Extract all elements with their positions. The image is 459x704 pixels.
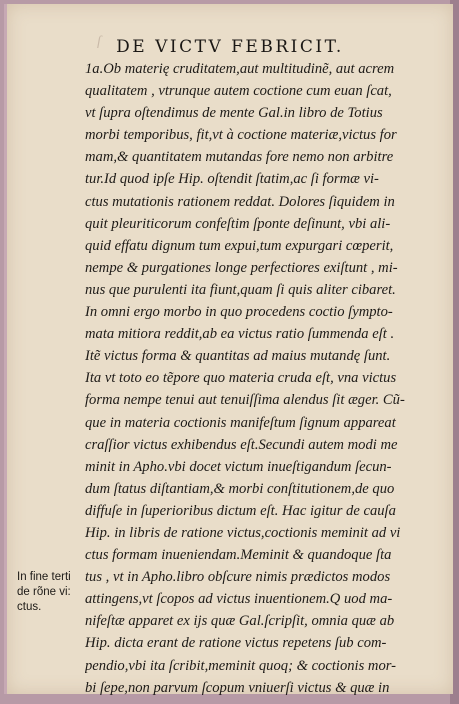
text-line: forma nempe tenui aut tenuiſſima alendus ſit æger. Cũ-	[85, 392, 405, 409]
marginal-note-line: ctus.	[17, 601, 42, 613]
text-line: craſſior victus exhibendus eſt.Secundi autem modi me	[85, 436, 398, 453]
text-line: tur.Id quod ipſe Hip. oſtendit ſtatim,ac ſi formæ vi-	[85, 171, 379, 188]
marginal-note-line: In fine terti	[17, 571, 71, 583]
text-line: Itẽ victus forma & quantitas ad maius mutandę ſunt.	[85, 348, 391, 365]
text-line: 1a.Ob materię cruditatem,aut multitudinẽ, aut acrem	[85, 61, 395, 77]
text-line: quid effatu dignum tum expui,tum expurgari cœperit,	[85, 237, 394, 254]
text-line: quit pleuriticorum confeſtim ſponte deſinunt, vbi ali-	[85, 215, 391, 232]
text-line: nus que purulenti ita fiunt,quam ſi quis aliter cibaret.	[85, 281, 396, 298]
text-line: mata mitiora reddit,ab ea victus ratio ſummenda eſt .	[85, 326, 395, 343]
text-line: pendio,vbi ita ſcribit,meminit quoq; & coctionis mor-	[85, 657, 397, 674]
text-line: In omni ergo morbo in quo procedens coctio ſympto-	[85, 304, 393, 321]
text-line: ctus mutationis rationem reddat. Dolores ſiquidem in	[85, 193, 395, 210]
text-line: morbi temporibus, fit,vt à coctione materiæ,victus for	[85, 127, 397, 144]
marginal-note-line: de rõne vi:	[17, 586, 71, 598]
text-line: ctus formam inueniendam.Meminit & quandoque ſta	[85, 547, 392, 564]
marginal-note	[17, 570, 89, 615]
text-line: que in materia coctionis manifeſtum ſignum appareat	[85, 414, 396, 431]
text-line: mam,& quantitatem mutandas fore nemo non arbitre	[85, 149, 394, 166]
text-line: attingens,vt ſcopos ad victus inuentionem.Q uod ma-	[85, 591, 393, 608]
text-line: dum ſtatus diſtantiam,& morbi conſtitutionem,de quo	[85, 480, 395, 497]
text-line: Hip. dicta erant de ratione victus repetens ſub com-	[85, 635, 387, 652]
book-page	[4, 4, 453, 694]
bleed-through-mark	[23, 320, 26, 335]
running-title: DE VICTV FEBRICIT.	[116, 37, 344, 57]
bleed-through-mark: ſ	[97, 34, 101, 49]
text-line: vt ſupra oſtendimus de mente Gal.in libro de Totius	[85, 105, 383, 122]
text-line: minit in Apho.vbi docet victum inueſtigandum ſecun-	[85, 458, 392, 475]
text-line: qualitatem , vtrunque autem coctione cum euan ſcat,	[85, 83, 392, 100]
text-line: diffuſe in ſuperioribus dictum eſt. Hac igitur de cauſa	[85, 502, 396, 519]
body-text	[85, 58, 447, 699]
text-line: tus , vt in Apho.libro obſcure nimis prædictos modos	[85, 569, 391, 586]
text-line: nifeſtæ apparet ex ijs quæ Gal.ſcripſit, omnia quæ ab	[85, 613, 395, 630]
text-line: Ita vt toto eo tẽpore quo materia cruda eſt, vna victus	[85, 370, 397, 387]
text-line: bi ſepe,non parvum ſcopum vniuerſi victus & quæ in	[85, 679, 390, 696]
text-line: nempe & purgationes longe perfectiores exiſtunt , mi-	[85, 259, 398, 276]
text-line: Hip. in libris de ratione victus,coctionis meminit ad vi	[85, 524, 401, 541]
